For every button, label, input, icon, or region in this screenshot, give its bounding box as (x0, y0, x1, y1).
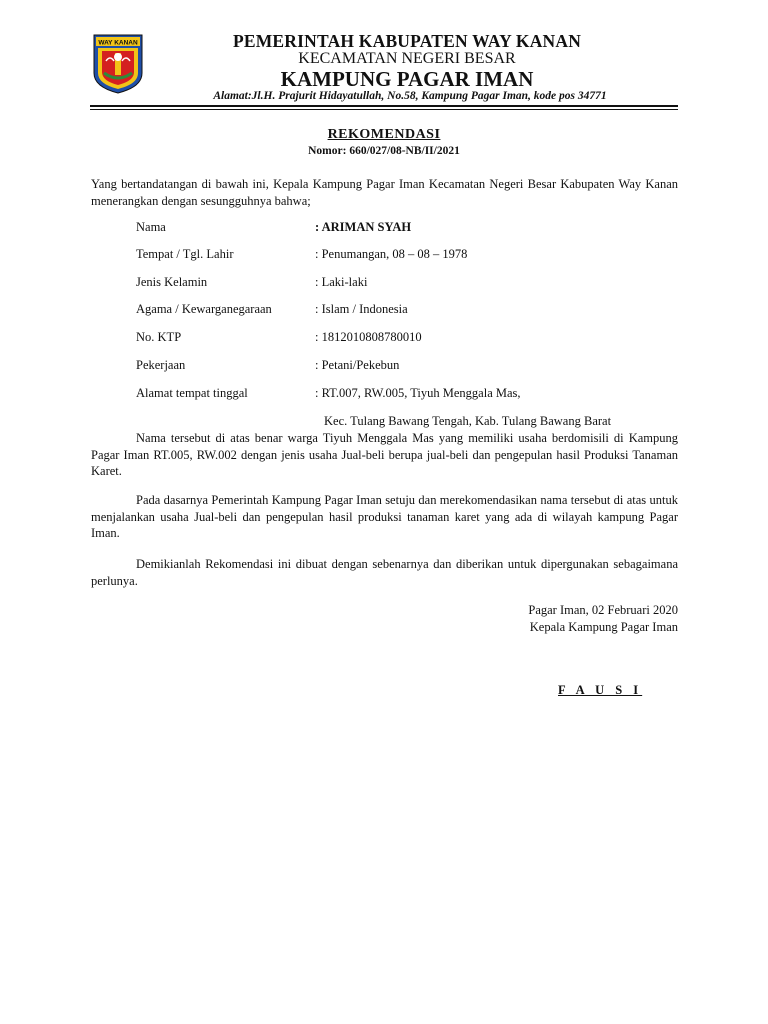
letterhead-government: PEMERINTAH KABUPATEN WAY KANAN (232, 31, 582, 51)
document-number: Nomor: 660/027/08-NB/II/2021 (308, 145, 460, 157)
logo-text: WAY KANAN (98, 39, 138, 47)
letterhead-rule-thin (90, 109, 678, 110)
field-label-ktp: No. KTP (136, 330, 182, 344)
field-label-religion: Agama / Kewarganegaraan (136, 302, 272, 316)
field-label-occupation: Pekerjaan (136, 358, 186, 372)
document-title: REKOMENDASI (327, 127, 441, 142)
field-value-religion: : Islam / Indonesia (315, 302, 408, 316)
signature-place-date: Pagar Iman, 02 Februari 2020 (528, 603, 678, 617)
field-value-occupation: : Petani/Pekebun (315, 358, 400, 372)
letterhead-village: KAMPUNG PAGAR IMAN (280, 67, 534, 91)
letterhead-district: KECAMATAN NEGERI BESAR (298, 50, 516, 67)
signature-role: Kepala Kampung Pagar Iman (529, 620, 678, 634)
field-value-address-line2: Kec. Tulang Bawang Tengah, Kab. Tulang Bawang Barat (324, 414, 612, 428)
letterhead-address: Alamat:Jl.H. Prajurit Hidayatullah, No.58, Kampung Pagar Iman, kode pos 34771 (213, 90, 607, 102)
signature-name: F A U S I (558, 683, 643, 697)
field-value-address: : RT.007, RW.005, Tiyuh Menggala Mas, (315, 386, 521, 400)
body-paragraph-2: Pada dasarnya Pemerintah Kampung Pagar Iman setuju dan merekomendasikan nama tersebut di atas untuk menjalankan usaha Jual-beli dan pengepulan hasil produksi tanaman karet yang ada di wilayah kampung Pagar Iman. (91, 493, 678, 540)
body-paragraph-1: Nama tersebut di atas benar warga Tiyuh Menggala Mas yang memiliki usaha berdomisili di Kampung Pagar Iman RT.005, RW.002 dengan jenis usaha Jual-beli berupa jual-beli dan pengepulan hasil Produksi Tanaman Karet. (91, 431, 678, 478)
letterhead-rule-thick (90, 105, 678, 107)
field-value-birth: : Penumangan, 08 – 08 – 1978 (315, 247, 468, 261)
body-paragraph-3: Demikianlah Rekomendasi ini dibuat dengan sebenarnya dan diberikan untuk dipergunakan sebagaimana perlunya. (91, 557, 678, 588)
field-label-gender: Jenis Kelamin (136, 275, 208, 289)
field-label-birth: Tempat / Tgl. Lahir (136, 247, 234, 261)
field-value-name: : ARIMAN SYAH (315, 220, 412, 234)
field-label-address: Alamat tempat tinggal (136, 386, 248, 400)
field-value-ktp: : 1812010808780010 (315, 330, 422, 344)
intro-paragraph: Yang bertandatangan di bawah ini, Kepala Kampung Pagar Iman Kecamatan Negeri Besar Kabupaten Way Kanan menerangkan dengan sesungguhnya bahwa; (91, 177, 678, 208)
field-label-name: Nama (136, 220, 166, 234)
way-kanan-emblem-icon (92, 33, 144, 95)
field-value-gender: : Laki-laki (315, 275, 368, 289)
